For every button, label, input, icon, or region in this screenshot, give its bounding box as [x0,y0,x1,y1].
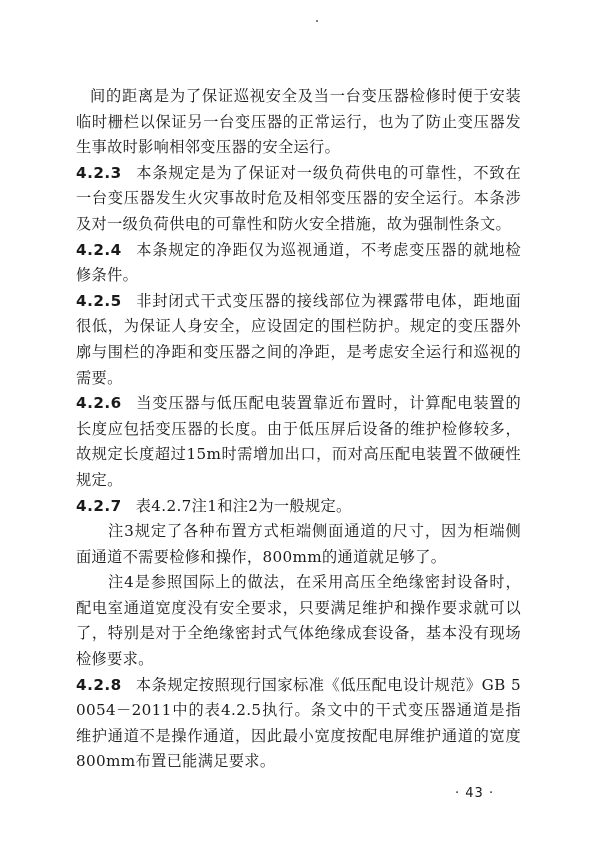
top-dot-mark [316,20,318,22]
clause-number: 4.2.8 [76,675,122,694]
paragraph-4-2-3 [76,161,521,238]
paragraph-4-2-5 [76,289,521,391]
paragraph-note-4 [76,570,521,672]
clause-number: 4.2.4 [76,240,122,259]
clause-number: 4.2.6 [76,394,122,413]
paragraph-4-2-4 [76,238,521,289]
paragraph-text: 本条规定按照现行国家标准《低压配电设计规范》GB 50054－2011中的表4.2.5执行。条文中的干式变压器通道是指维护通道不是操作通道，因此最小宽度按配电屏维护通道的宽度800mm布置已能满足要求。 [76,675,521,771]
paragraph-0 [76,84,521,161]
paragraph-text: 本条规定的净距仅为巡视通道，不考虑变压器的就地检修条件。 [76,240,521,285]
paragraph-text: 非封闭式干式变压器的接线部位为裸露带电体，距地面很低，为保证人身安全，应设固定的围栏防护。规定的变压器外廓与围栏的净距和变压器之间的净距，是考虑安全运行和巡视的需要。 [76,291,521,387]
page-body [76,84,521,775]
paragraph-text: 表4.2.7注1和注2为一般规定。 [135,496,352,515]
clause-number: 4.2.5 [76,291,122,310]
clause-number: 4.2.3 [76,163,122,182]
paragraph-note-3 [76,519,521,570]
paragraph-text: 注3规定了各种布置方式柜端侧面通道的尺寸，因为柜端侧面通道不需要检修和操作，800mm的通道就足够了。 [76,522,521,566]
clause-number: 4.2.7 [76,496,122,515]
paragraph-4-2-7 [76,494,521,520]
paragraph-4-2-6 [76,391,521,493]
paragraph-4-2-8 [76,673,521,775]
paragraph-text: 当变压器与低压配电装置靠近布置时，计算配电装置的长度应包括变压器的长度。由于低压屏后设备的维护检修较多，故规定长度超过15m时需增加出口，而对高压配电装置不做硬性规定。 [76,394,521,489]
paragraph-text: 注4是参照国际上的做法，在采用高压全绝缘密封设备时，配电室通道宽度没有安全要求，只要满足维护和操作要求就可以了，特别是对于全绝缘密封式气体绝缘成套设备，基本没有现场检修要求。 [76,573,521,669]
paragraph-text: 间的距离是为了保证巡视安全及当一台变压器检修时便于安装临时栅栏以保证另一台变压器的正常运行，也为了防止变压器发生事故时影响相邻变压器的安全运行。 [76,87,521,157]
page-number: · 43 · [455,786,495,801]
paragraph-text: 本条规定是为了保证对一级负荷供电的可靠性，不致在一台变压器发生火灾事故时危及相邻变压器的安全运行。本条涉及对一级负荷供电的可靠性和防火安全措施，故为强制性条文。 [76,163,521,233]
